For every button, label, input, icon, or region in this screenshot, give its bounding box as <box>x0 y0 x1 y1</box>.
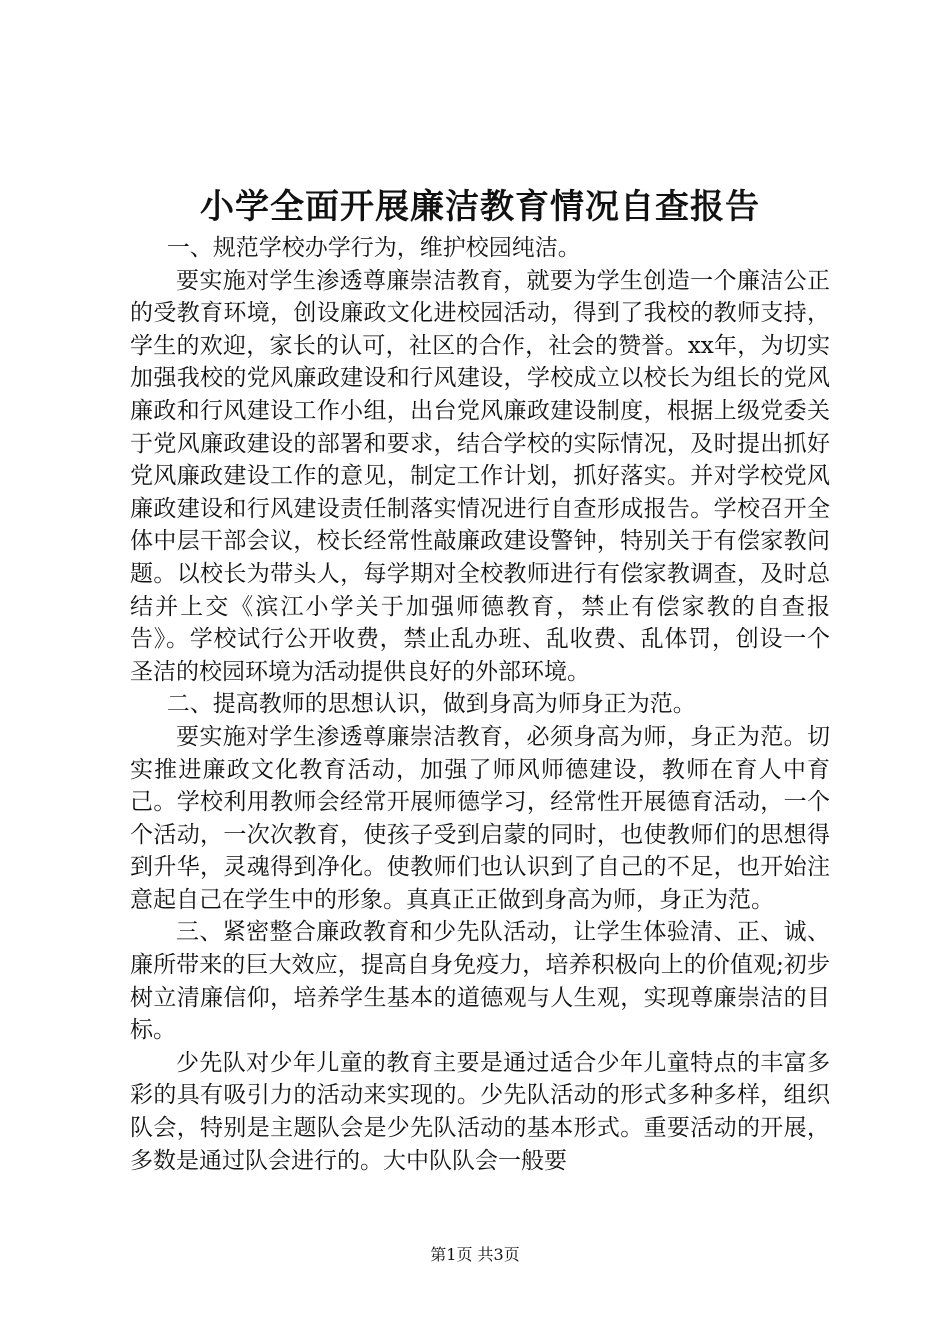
document-title: 小学全面开展廉洁教育情况自查报告 <box>200 187 760 227</box>
body-paragraph-3: 少先队对少年儿童的教育主要是通过适合少年儿童特点的丰富多彩的具有吸引力的活动来实现的。少先队活动的形式多种多样，组织队会，特别是主题队会是少先队活动的基本形式。重要活动的开展，多数是通过队会进行的。大中队队会一般要 <box>130 1049 830 1174</box>
body-paragraph-2: 要实施对学生渗透尊廉崇洁教育，必须身高为师，身正为范。切实推进廉政文化教育活动，加强了师风师德建设，教师在育人中育己。学校利用教师会经常开展师德学习，经常性开展德育活动，一个个活动，一次次教育，使孩子受到启蒙的同时，也使教师们的思想得到升华，灵魂得到净化。使教师们也认识到了自己的不足，也开始注意起自己在学生中的形象。真真正正做到身高为师，身正为范。 <box>130 723 830 913</box>
section-heading-1: 一、规范学校办学行为，维护校园纯洁。 <box>166 235 581 261</box>
section-heading-3: 三、紧密整合廉政教育和少先队活动，让学生体验清、正、诚、廉所带来的巨大效应，提高自身免疫力，培养积极向上的价值观;初步树立清廉信仰，培养学生基本的道德观与人生观，实现尊廉崇洁的目标。 <box>130 919 830 1044</box>
page-footer: 第1页 共3页 <box>430 1245 520 1264</box>
document-body <box>130 232 830 1177</box>
body-paragraph-1: 要实施对学生渗透尊廉崇洁教育，就要为学生创造一个廉洁公正的受教育环境，创设廉政文化进校园活动，得到了我校的教师支持，学生的欢迎，家长的认可，社区的合作，社会的赞誉。xx年，为切实加强我校的党风廉政建设和行风建设，学校成立以校长为组长的党风廉政和行风建设工作小组，出台党风廉政建设制度，根据上级党委关于党风廉政建设的部署和要求，结合学校的实际情况，及时提出抓好党风廉政建设工作的意见，制定工作计划，抓好落实。并对学校党风廉政建设和行风建设责任制落实情况进行自查形成报告。学校召开全体中层干部会议，校长经常性敲廉政建设警钟，特别关于有偿家教问题。以校长为带头人，每学期对全校教师进行有偿家教调查，及时总结并上交《滨江小学关于加强师德教育，禁止有偿家教的自查报告》。学校试行公开收费，禁止乱办班、乱收费、乱体罚，创设一个圣洁的校园环境为活动提供良好的外部环境。 <box>130 267 830 685</box>
section-heading-2: 二、提高教师的思想认识，做到身高为师身正为范。 <box>166 691 696 718</box>
